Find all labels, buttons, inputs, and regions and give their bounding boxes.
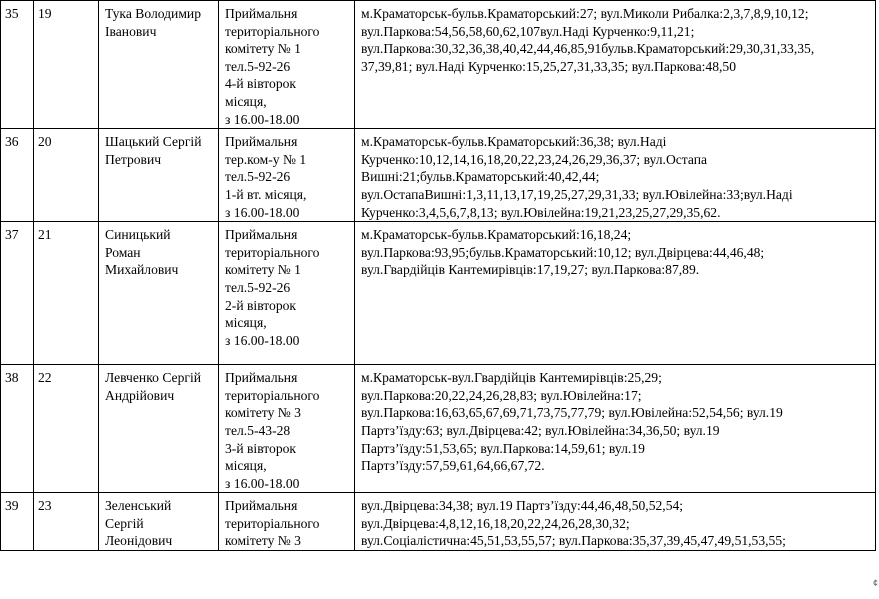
deputy-name-cell [99, 222, 219, 365]
reception-info-line: місяця, [225, 458, 267, 474]
street-list-line: Партз’їзду:57,59,61,64,66,67,72. [361, 458, 545, 474]
street-list-line: вул.ОстапаВишні:1,3,11,13,17,19,25,27,29,31,33; вул.Ювілейна:33;вул.Наді [361, 186, 793, 202]
row-number-cell [1, 129, 34, 222]
reception-info-line: Приймальня [225, 370, 298, 386]
deputy-name-line: Левченко Сергій [105, 370, 202, 386]
street-list-line: вул.Двірцева:34,38; вул.19 Партз’їзду:44,46,48,50,52,54; [361, 498, 684, 514]
street-list-line: Курченко:10,12,14,16,18,20,22,23,24,26,29,36,37; вул.Остапа [361, 151, 708, 167]
table-row [1, 129, 876, 222]
reception-info-line: комітету № 3 [225, 405, 301, 421]
row-number-cell [1, 493, 34, 551]
reception-info-line: тел.5-43-28 [225, 422, 291, 438]
row-number: 39 [5, 498, 19, 514]
street-list-line: м.Краматорськ-бульв.Краматорський:16,18,24; [361, 227, 632, 243]
reception-info-line: 2-й вівторок [225, 297, 297, 313]
deputy-name-line: Роман [105, 244, 141, 260]
deputy-name-line: Іванович [105, 23, 157, 39]
reception-info-line: 1-й вт. місяця, [225, 186, 307, 202]
row-number-cell [1, 222, 34, 365]
street-list-line: Вишні:21;бульв.Краматорський:40,42,44; [361, 169, 600, 185]
reception-info-line: тел.5-92-26 [225, 279, 291, 295]
table-row [1, 222, 876, 365]
reception-info-line: Приймальня [225, 498, 298, 514]
reception-info-line: з 16.00-18.00 [225, 332, 300, 348]
table-row [1, 493, 876, 551]
reception-info-line: комітету № 3 [225, 533, 301, 549]
district-number: 20 [38, 134, 52, 150]
streets-cell [355, 493, 876, 551]
street-list-line: м.Краматорськ-вул.Гвардійців Кантемирівців:25,29; [361, 370, 662, 386]
row-number: 35 [5, 6, 19, 21]
street-list-line: вул.Паркова:30,32,36,38,40,42,44,46,85,91бульв.Краматорський:29,30,31,33,35, [361, 41, 815, 57]
reception-info-line: 4-й вівторок [225, 76, 297, 92]
district-number-cell [34, 365, 99, 493]
reception-info-line: комітету № 1 [225, 41, 301, 57]
reception-info-cell [219, 1, 355, 129]
reception-info-cell [219, 493, 355, 551]
deputy-name-line: Леонідович [105, 533, 173, 549]
reception-info-line: територіального [225, 387, 320, 403]
deputy-name-cell [99, 365, 219, 493]
deputy-name-line: Синицький [105, 227, 171, 243]
table-row [1, 1, 876, 129]
street-list-line: Партз’їзду:51,53,65; вул.Паркова:14,59,61; вул.19 [361, 440, 645, 456]
reception-info-line: територіального [225, 515, 320, 531]
district-number-cell [34, 1, 99, 129]
deputy-name-line: Андрійович [105, 387, 175, 403]
row-number-cell [1, 1, 34, 129]
deputy-name-line: Шацький Сергій [105, 134, 202, 150]
street-list-line: вул.Паркова:16,63,65,67,69,71,73,75,77,79; вул.Ювілейна:52,54,56; вул.19 [361, 405, 783, 421]
reception-info-line: комітету № 1 [225, 262, 301, 278]
row-number: 37 [5, 227, 19, 243]
reception-info-line: територіального [225, 244, 320, 260]
street-list-line: м.Краматорськ-бульв.Краматорський:36,38; вул.Наді [361, 134, 667, 150]
reception-info-line: з 16.00-18.00 [225, 475, 300, 491]
row-number: 38 [5, 370, 19, 386]
streets-cell [355, 365, 876, 493]
streets-cell [355, 1, 876, 129]
reception-info-line: місяця, [225, 315, 267, 331]
reception-info-line: тел.5-92-26 [225, 169, 291, 185]
street-list-line: вул.Гвардійців Кантемирівців:17,19,27; вул.Паркова:87,89. [361, 262, 700, 278]
district-number: 22 [38, 370, 52, 386]
row-number-cell [1, 365, 34, 493]
deputy-name-cell [99, 1, 219, 129]
page-edge-mark: ¢ [872, 578, 878, 588]
row-number: 36 [5, 134, 19, 150]
deputy-name-line: Петрович [105, 151, 162, 167]
district-number: 23 [38, 498, 52, 514]
reception-info-cell [219, 129, 355, 222]
reception-info-line: Приймальня [225, 134, 298, 150]
reception-info-line: з 16.00-18.00 [225, 111, 300, 127]
street-list-line: вул.Паркова:93,95;бульв.Краматорський:10,12; вул.Двірцева:44,46,48; [361, 244, 765, 260]
district-number-cell [34, 222, 99, 365]
street-list-line: вул.Паркова:54,56,58,60,62,107вул.Наді Курченко:9,11,21; [361, 23, 695, 39]
district-number-cell [34, 493, 99, 551]
table-row [1, 365, 876, 493]
reception-info-line: 3-й вівторок [225, 440, 297, 456]
street-list-line: вул.Паркова:20,22,24,26,28,83; вул.Ювілейна:17; [361, 387, 642, 403]
deputy-name-line: Сергій [105, 515, 144, 531]
reception-info-line: Приймальня [225, 6, 298, 21]
deputy-name-line: Тука Володимир [105, 6, 201, 21]
deputy-name-line: Зеленський [105, 498, 172, 514]
street-list-line: м.Краматорськ-бульв.Краматорський:27; вул.Миколи Рибалка:2,3,7,8,9,10,12; [361, 6, 809, 21]
reception-info-line: територіального [225, 23, 320, 39]
street-list-line: вул.Двірцева:4,8,12,16,18,20,22,24,26,28,30,32; [361, 515, 630, 531]
reception-info-line: з 16.00-18.00 [225, 204, 300, 220]
reception-info-line: Приймальня [225, 227, 298, 243]
street-list-line: Курченко:3,4,5,6,7,8,13; вул.Ювілейна:19,21,23,25,27,29,35,62. [361, 204, 721, 220]
street-list-line: Партз’їзду:63; вул.Двірцева:42; вул.Ювілейна:34,36,50; вул.19 [361, 422, 720, 438]
district-number: 19 [38, 6, 52, 21]
street-list-line: вул.Соціалістична:45,51,53,55,57; вул.Паркова:35,37,39,45,47,49,51,53,55; [361, 533, 786, 549]
street-list-line: 37,39,81; вул.Наді Курченко:15,25,27,31,33,35; вул.Паркова:48,50 [361, 58, 737, 74]
district-number: 21 [38, 227, 52, 243]
deputy-name-line: Михайлович [105, 262, 179, 278]
reception-info-line: тер.ком-у № 1 [225, 151, 307, 167]
district-number-cell [34, 129, 99, 222]
streets-cell [355, 129, 876, 222]
reception-info-cell [219, 365, 355, 493]
deputy-name-cell [99, 129, 219, 222]
reception-info-cell [219, 222, 355, 365]
streets-cell [355, 222, 876, 365]
deputy-name-cell [99, 493, 219, 551]
reception-info-line: тел.5-92-26 [225, 58, 291, 74]
reception-info-line: місяця, [225, 93, 267, 109]
